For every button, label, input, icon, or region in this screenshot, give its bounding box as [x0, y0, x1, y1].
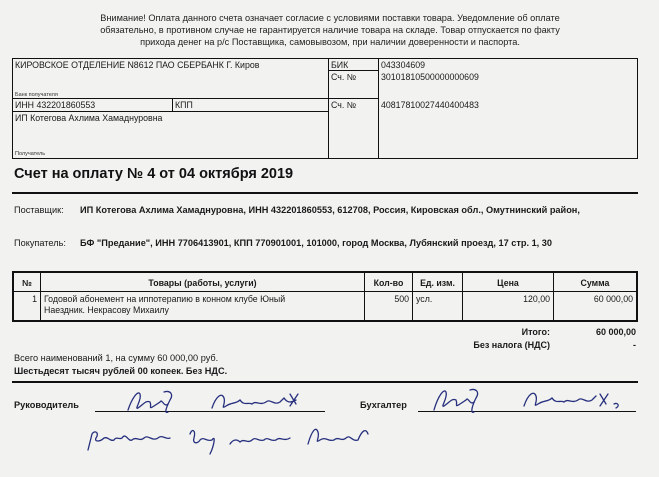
- total-value: 60 000,00: [595, 327, 636, 337]
- recipient-name: ИП Котегова Ахлима Хамаднуровна: [15, 113, 163, 123]
- bik-value: 043304609: [381, 60, 426, 70]
- row-price: 120,00: [523, 294, 550, 304]
- handwritten-note: [80, 420, 380, 460]
- header-unit: Ед. изм.: [420, 278, 455, 288]
- row-num: 1: [32, 294, 37, 304]
- bank-caption: Банк получателя: [15, 92, 58, 98]
- supplier-value: ИП Котегова Ахлима Хамаднуровна, ИНН 432201860553, 612708, Россия, Кировская обл., Омутнинский район,: [80, 205, 580, 215]
- invoice-title: Счет на оплату № 4 от 04 октября 2019: [14, 166, 294, 182]
- director-signature: [120, 384, 320, 418]
- row-qty: 500: [394, 294, 409, 304]
- supplier-row: [14, 205, 580, 215]
- notice-line-1: Внимание! Оплата данного счета означает согласие с условиями поставки товара. Уведомление об оплате: [100, 13, 560, 23]
- row-sum: 60 000,00: [593, 294, 633, 304]
- row-name-line-1: Годовой абонемент на иппотерапию в конном клубе Юный: [44, 294, 286, 304]
- total-label: Итого:: [521, 327, 550, 337]
- header-sum: Сумма: [580, 278, 610, 288]
- buyer-value: БФ "Предание", ИНН 7706413901, КПП 770901001, 101000, город Москва, Лубянский проезд, 17 стр. 1, 30: [80, 238, 553, 248]
- accountant-label: Бухгалтер: [360, 400, 407, 410]
- kpp-label: КПП: [175, 100, 193, 110]
- corr-account-value: 30101810500000000609: [381, 72, 479, 82]
- notice-line-3: прихода денег на р/с Поставщика, самовывозом, при наличии доверенности и паспорта.: [140, 37, 520, 47]
- vat-label: Без налога (НДС): [473, 340, 550, 350]
- corr-account-label: Сч. №: [331, 72, 357, 82]
- header-qty: Кол-во: [373, 278, 404, 288]
- supplier-label: Поставщик:: [14, 205, 64, 215]
- row-name-line-2: Наездник. Некрасову Михаилу: [44, 305, 169, 315]
- notice-line-2: обязательно, в противном случае не гарантируется наличие товара на складе. Товар отпускается по факту: [100, 25, 560, 35]
- account-label: Сч. №: [331, 100, 357, 110]
- recipient-caption: Получатель: [15, 151, 46, 157]
- header-num: №: [22, 278, 32, 288]
- header-name: Товары (работы, услуги): [148, 278, 257, 288]
- director-label: Руководитель: [14, 400, 79, 410]
- inn-label: ИНН 432201860553: [15, 100, 96, 110]
- bik-label: БИК: [331, 60, 349, 70]
- buyer-row: [14, 238, 552, 248]
- payment-notice: [60, 12, 600, 48]
- bank-details: [12, 58, 638, 159]
- row-unit: усл.: [416, 294, 433, 304]
- summary-words: Шестьдесят тысяч рублей 00 копеек. Без НДС.: [14, 366, 228, 376]
- account-value: 40817810027440400483: [381, 100, 479, 110]
- accountant-signature: [420, 382, 640, 418]
- bank-name: КИРОВСКОЕ ОТДЕЛЕНИЕ N8612 ПАО СБЕРБАНК Г. Киров: [15, 60, 260, 70]
- buyer-label: Покупатель:: [14, 238, 66, 248]
- summary-count: Всего наименований 1, на сумму 60 000,00 руб.: [14, 353, 219, 363]
- vat-value: -: [633, 340, 636, 350]
- header-price: Цена: [497, 278, 519, 288]
